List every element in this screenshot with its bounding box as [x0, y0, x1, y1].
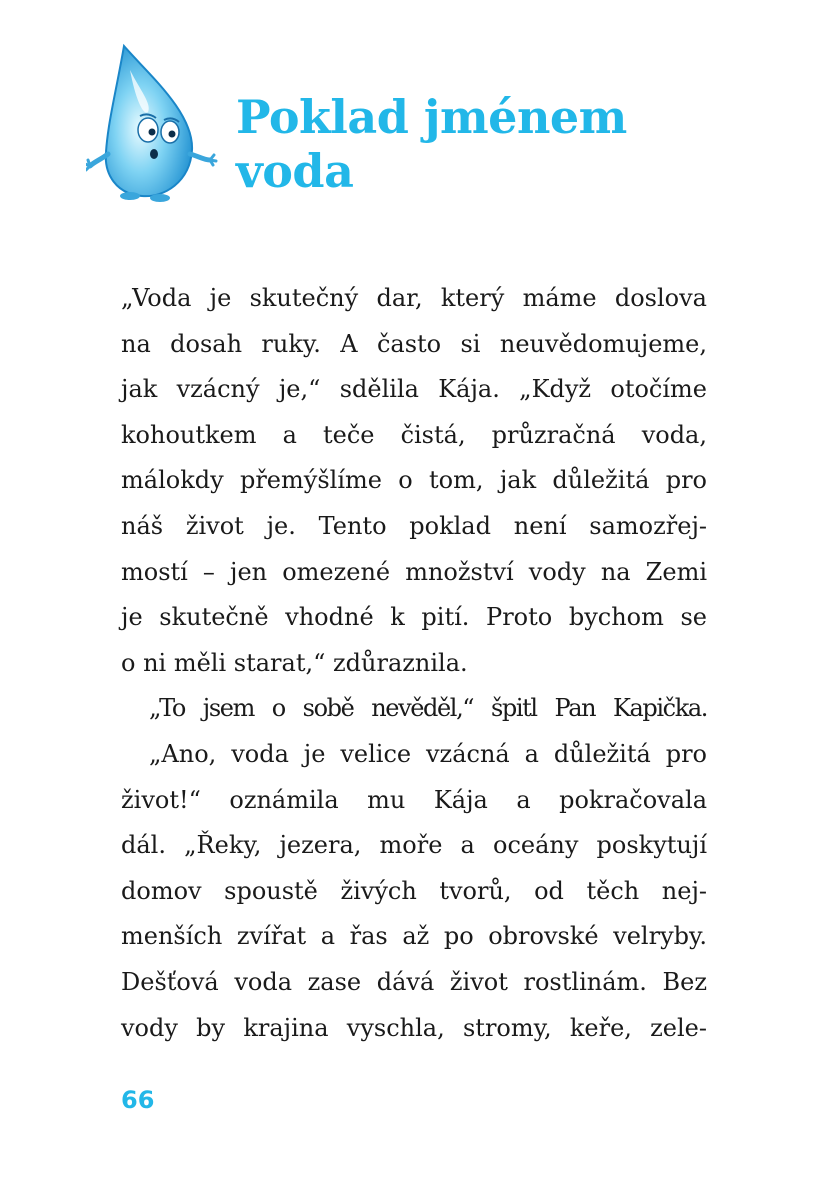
page-number: 66: [121, 1086, 155, 1114]
text-line: „Voda je skutečný dar, který máme doslova: [121, 284, 707, 312]
text-line: „To jsem o sobě nevěděl,“ špitl Pan Kapička.: [149, 694, 707, 723]
text-line: život!“ oznámila mu Kája a pokračovala: [121, 785, 707, 814]
text-line: domov spoustě živých tvorů, od těch nej-: [121, 876, 707, 905]
text-line: na dosah ruky. A často si neuvědomujeme,: [121, 329, 707, 358]
text-line: Dešťová voda zase dává život rostlinám. Bez: [121, 967, 707, 996]
text-line: kohoutkem a teče čistá, průzračná voda,: [121, 420, 707, 449]
text-line: „Ano, voda je velice vzácná a důležitá pro: [149, 739, 707, 768]
text-line: náš život je. Tento poklad není samozřej-: [121, 511, 707, 540]
water-drop-mascot-icon: [86, 42, 226, 202]
text-line: vody by krajina vyschla, stromy, keře, zele-: [121, 1013, 707, 1042]
text-line: dál. „Řeky, jezera, moře a oceány poskytují: [121, 831, 707, 860]
paragraph-3: [121, 732, 707, 1051]
text-line: o ni měli starat,“ zdůraznila.: [121, 648, 468, 677]
title-line-2: voda: [236, 144, 354, 198]
text-line: jak vzácný je,“ sdělila Kája. „Když otočíme: [121, 375, 707, 404]
body-text: [121, 276, 707, 1051]
text-line: menších zvířat a řas až po obrovské velryby.: [121, 922, 707, 951]
text-line: mostí – jen omezené množství vody na Zemi: [121, 557, 707, 586]
page-title: [236, 90, 627, 198]
text-line: je skutečně vhodné k pití. Proto bychom se: [121, 603, 707, 632]
title-line-1: Poklad jménem: [236, 90, 627, 144]
paragraph-1: [121, 276, 707, 686]
text-line: málokdy přemýšlíme o tom, jak důležitá pro: [121, 466, 707, 495]
paragraph-2: [121, 686, 707, 732]
